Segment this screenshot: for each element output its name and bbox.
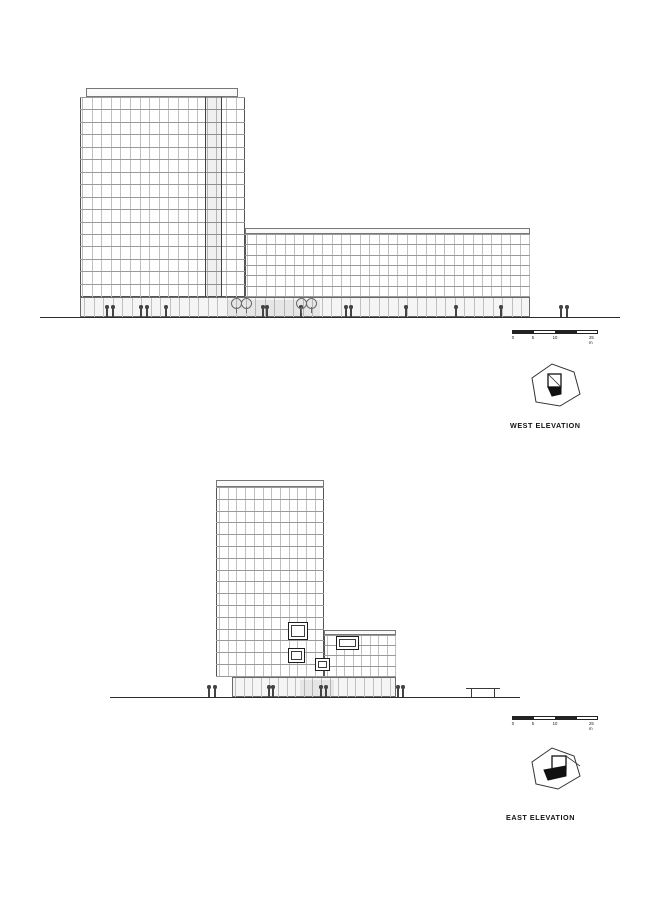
mullion [208,298,209,317]
scale-figure [140,308,142,317]
floor-line [216,511,324,512]
scale-label-0: 0 [511,335,515,340]
mullion [347,678,348,697]
scale-label-max: 25 m [589,335,594,345]
mullion [388,298,389,317]
mullion [94,298,95,317]
mullion [261,678,262,697]
scale-figure [266,308,268,317]
east-key-plan-icon [522,742,592,794]
mullion [235,678,236,697]
scale-figure [146,308,148,317]
feature-window-mid [288,648,305,663]
feature-window-upper [288,622,308,640]
floor-line [216,581,324,582]
tower-parapet [216,480,324,487]
floor-line [324,655,396,656]
scale-figure [350,308,352,317]
floor-line [245,234,530,235]
mullion [217,298,218,317]
scale-label-10: 10 [552,721,558,726]
floor-line [324,666,396,667]
scale-figure [560,308,562,317]
mullion [355,678,356,697]
scale-figure [566,308,568,317]
mullion [244,678,245,697]
mullion [483,298,484,317]
mullion [369,298,370,317]
mullion [198,298,199,317]
scale-bar-ticks [512,334,598,343]
ground-line [40,317,620,318]
mullion [252,678,253,697]
scale-figure [106,308,108,317]
scale-label-10: 10 [552,335,558,340]
mullion [151,298,152,317]
scale-figure [262,308,264,317]
floor-line [216,570,324,571]
floor-line [216,652,324,653]
west-scale-bar [512,330,598,343]
mullion [341,298,342,317]
floor-line [216,664,324,665]
mullion [364,678,365,697]
floor-line [245,265,530,266]
mullion [373,678,374,697]
east-scale-bar [512,716,598,729]
floor-line [216,499,324,500]
floor-line [324,676,396,677]
mullion [331,298,332,317]
mullion [84,298,85,317]
east-elevation-drawing [0,440,650,840]
floor-line [324,645,396,646]
floor-line [216,534,324,535]
scale-figure [272,688,274,697]
mullion [379,298,380,317]
mullion [381,678,382,697]
floor-line [216,617,324,618]
mullion [360,298,361,317]
mullion [160,298,161,317]
tower-core-edge-left [205,97,206,297]
mullion [322,298,323,317]
scale-figure [208,688,210,697]
tower-core-edge-right [221,97,222,297]
scale-figure [325,688,327,697]
scale-figure [402,688,404,697]
floor-line [216,558,324,559]
mullion [189,298,190,317]
scale-figure [268,688,270,697]
mullion [436,298,437,317]
mullion [295,678,296,697]
east-elevation-caption: EAST ELEVATION [506,813,575,822]
scale-figure [405,308,407,317]
mullion [445,298,446,317]
tower-core-shading [205,97,221,297]
floor-line [216,605,324,606]
mullion [122,298,123,317]
entrance-recess-shading [300,680,334,696]
floor-line [324,635,396,636]
scale-figure [500,308,502,317]
mullion [398,298,399,317]
mullion [103,298,104,317]
scale-figure [112,308,114,317]
scale-figure [397,688,399,697]
mullion [132,298,133,317]
floor-line [216,640,324,641]
scale-label-5: 5 [531,335,535,340]
tower-parapet [86,88,238,97]
mullion [464,298,465,317]
mullion [512,298,513,317]
mullion [278,678,279,697]
scale-figure [214,688,216,697]
scale-label-max: 25 m [589,721,594,731]
west-elevation-caption: WEST ELEVATION [510,421,581,430]
mullion [521,298,522,317]
feature-window-podium [336,636,359,650]
mullion [426,298,427,317]
gate-structure [466,688,500,689]
east-key-plan [522,742,592,794]
floor-line [216,676,324,677]
mullion [493,298,494,317]
west-key-plan [522,358,592,410]
floor-line [245,296,530,297]
scale-label-0: 0 [511,721,515,726]
scale-label-5: 5 [531,721,535,726]
floor-line [245,244,530,245]
scale-figure [320,688,322,697]
mullion [170,298,171,317]
west-elevation-drawing [0,0,650,440]
scale-figure [455,308,457,317]
east-elevation-geometry [0,440,650,710]
mullion [179,298,180,317]
mullion [390,678,391,697]
floor-line [245,275,530,276]
floor-line [216,546,324,547]
floor-line [245,255,530,256]
mullion [287,678,288,697]
west-elevation-geometry [0,0,650,340]
mullion [474,298,475,317]
scale-bar-ticks [512,720,598,729]
floor-line [216,522,324,523]
scale-figure [165,308,167,317]
mullion [338,678,339,697]
floor-line [216,593,324,594]
feature-window-lower [315,658,330,671]
floor-line [216,487,324,488]
floor-line [245,286,530,287]
gate-ground-line [452,697,514,698]
west-key-plan-icon [522,358,592,410]
tree [306,298,317,309]
mullion [417,298,418,317]
tree [241,298,252,309]
scale-figure [345,308,347,317]
